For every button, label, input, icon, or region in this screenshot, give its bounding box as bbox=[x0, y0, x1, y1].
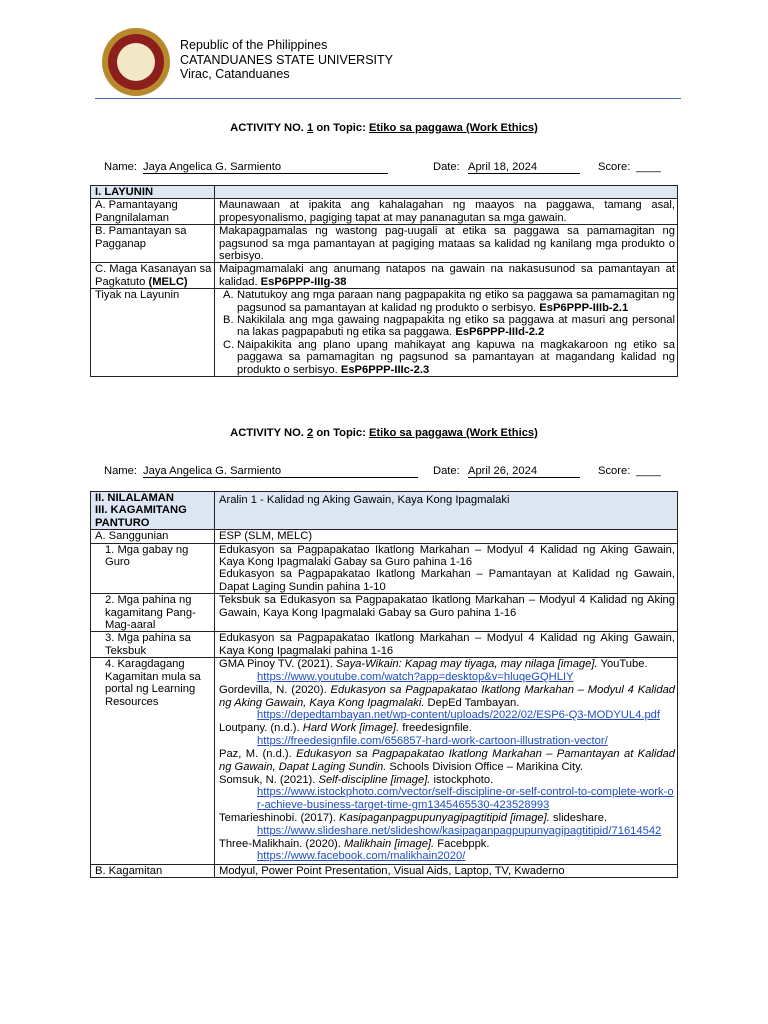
ref-title: Saya-Wikain: Kapag may tiyaga, may nilaga [image]. bbox=[335, 658, 598, 671]
score-label: Score: bbox=[598, 465, 631, 477]
activity-topic: Etiko sa paggawa (Work Ethics) bbox=[368, 122, 538, 134]
header-nilalaman: II. NILALAMAN bbox=[95, 492, 174, 504]
header-divider bbox=[95, 98, 681, 99]
ref-author: Gordevilla, N. (2020). bbox=[219, 684, 327, 697]
ref-title: Edukasyon sa Pagpapakatao Ikatlong Markahan – Modyul 4 Kalidad ng Aking Gawain, Kaya Kong Ipagmalaki. bbox=[219, 684, 676, 709]
ref-author: Three-Malikhain. (2020). bbox=[219, 837, 341, 850]
date-label: Date: bbox=[433, 161, 460, 173]
activity-2-title bbox=[0, 427, 768, 439]
ref-author: Loutpany. (n.d.). bbox=[219, 722, 300, 735]
ref-title: Self-discipline [image]. bbox=[318, 773, 431, 786]
table-row bbox=[91, 543, 678, 594]
activity-prefix: ACTIVITY NO. bbox=[230, 122, 304, 134]
reference-entry bbox=[219, 684, 675, 721]
ref-source: DepEd Tambayan. bbox=[427, 696, 520, 709]
list-item bbox=[219, 289, 675, 314]
university-seal-logo bbox=[102, 28, 170, 96]
table-row bbox=[91, 530, 678, 543]
activity-number: 2 bbox=[307, 427, 314, 439]
item-letter: B. bbox=[223, 314, 234, 327]
name-value: Jaya Angelica G. Sarmiento bbox=[143, 161, 388, 174]
table-row bbox=[91, 864, 678, 877]
row-label: 3. Mga pahina sa Teksbuk bbox=[91, 632, 215, 658]
row-label: Tiyak na Layunin bbox=[91, 289, 215, 377]
table-row bbox=[91, 199, 678, 225]
activity-topic: Etiko sa paggawa (Work Ethics) bbox=[368, 427, 538, 439]
row-label-text: C. Maga Kasanayan sa Pagkatuto bbox=[95, 263, 212, 288]
table-row bbox=[91, 263, 678, 289]
ref-author: Somsuk, N. (2021). bbox=[219, 773, 316, 786]
score-label: Score: bbox=[598, 161, 631, 173]
date-label: Date: bbox=[433, 465, 460, 477]
date-value: April 18, 2024 bbox=[468, 161, 580, 174]
ref-source: YouTube. bbox=[600, 658, 648, 671]
item-code: EsP6PPP-IIIb-2.1 bbox=[539, 301, 629, 314]
table-row bbox=[91, 658, 678, 865]
reference-entry bbox=[219, 658, 675, 683]
reference-entry bbox=[219, 812, 675, 837]
ref-source: freedesignfile. bbox=[402, 722, 472, 735]
ref-source: slideshare. bbox=[552, 812, 608, 825]
row-text: Makapagpamalas ng wastong pag-uugali at etika sa paggawa sa pamamagitan ng pagsunod sa mga pamantayan at pagiging mataas sa kalidad ng kanilang mga produkto o serbisyo. bbox=[215, 225, 678, 263]
ref-title: Hard Work [image]. bbox=[302, 722, 400, 735]
name-label: Name: bbox=[104, 465, 137, 477]
item-letter: A. bbox=[223, 289, 234, 302]
row-label: B. Kagamitan bbox=[91, 864, 215, 877]
row-label: A. Sanggunian bbox=[91, 530, 215, 543]
table-header-row bbox=[91, 492, 678, 530]
table-row bbox=[91, 225, 678, 263]
ref-source: istockphoto. bbox=[433, 773, 494, 786]
nilalaman-table bbox=[90, 491, 678, 878]
row-text bbox=[215, 543, 678, 594]
reference-entry bbox=[219, 722, 675, 747]
aralin-title: Aralin 1 - Kalidad ng Aking Gawain, Kaya Kong Ipagmalaki bbox=[215, 492, 678, 530]
row-text: Teksbuk sa Edukasyon sa Pagpapakatao Ikatlong Markahan – Modyul 4 Kalidad ng Aking Gawain, Kaya Kong Ipagmalaki Gabay sa Guro pahina 1-16 bbox=[215, 594, 678, 632]
row-label: 1. Mga gabay ng Guro bbox=[91, 543, 215, 594]
ref-source: Facebppk. bbox=[437, 837, 490, 850]
item-code: EsP6PPP-IIIc-2.3 bbox=[340, 363, 430, 376]
name-value: Jaya Angelica G. Sarmiento bbox=[143, 465, 418, 478]
item-text: Nakikilala ang mga gawaing nagpapakita ng etiko sa paggawa at masuri ang personal na lakas pagpapabuti ng etika sa paggawa. bbox=[237, 314, 675, 339]
reference-entry bbox=[219, 838, 675, 863]
score-value: ____ bbox=[636, 465, 661, 477]
activity-prefix: ACTIVITY NO. bbox=[230, 427, 304, 439]
layunin-table bbox=[90, 185, 678, 377]
row-text-line: Edukasyon sa Pagpapakatao Ikatlong Markahan – Pamantayan at Kalidad ng Gawain, Dapat Laging Sundin pahina 1-10 bbox=[219, 568, 675, 593]
melc-code: EsP6PPP-IIIg-38 bbox=[260, 275, 347, 288]
ref-title: Kasipaganpagpupunyagipagtitipid [image]. bbox=[339, 812, 550, 825]
activity-number: 1 bbox=[307, 122, 314, 134]
ref-link[interactable]: https://www.youtube.com/watch?app=desktop&v=hluqeGQHLIY bbox=[257, 670, 574, 683]
row-text: Modyul, Power Point Presentation, Visual Aids, Laptop, TV, Kwaderno bbox=[215, 864, 678, 877]
ref-link[interactable]: https://www.istockphoto.com/vector/self-discipline-or-self-control-to-complete-work-or-achieve-business-target-time-gm1345465530-423528993 bbox=[257, 786, 674, 811]
table-row bbox=[91, 632, 678, 658]
row-label-bold: (MELC) bbox=[148, 275, 188, 288]
references-cell bbox=[215, 658, 678, 865]
row-text-line: Edukasyon sa Pagpapakatao Ikatlong Markahan – Modyul 4 Kalidad ng Aking Gawain, Kaya Kong Ipagmalaki Gabay sa Guro pahina 1-16 bbox=[219, 543, 675, 569]
ref-title: Malikhain [image]. bbox=[343, 837, 435, 850]
activity-mid: on Topic: bbox=[316, 122, 366, 134]
name-label: Name: bbox=[104, 161, 137, 173]
score-value: ____ bbox=[636, 161, 661, 173]
nilalaman-header bbox=[91, 492, 215, 530]
ref-link[interactable]: https://freedesignfile.com/656857-hard-work-cartoon-illustration-vector/ bbox=[257, 734, 608, 747]
row-label: A. Pamantayang Pangnilalaman bbox=[91, 199, 215, 225]
header-kagamitan: III. KAGAMITANG PANTURO bbox=[95, 504, 187, 529]
reference-entry bbox=[219, 748, 675, 773]
table-row bbox=[91, 594, 678, 632]
row-text bbox=[215, 263, 678, 289]
letterhead-location: Virac, Catanduanes bbox=[180, 67, 290, 81]
row-label: 2. Mga pahina ng kagamitang Pang-Mag-aaral bbox=[91, 594, 215, 632]
layunin-header: I. LAYUNIN bbox=[91, 186, 215, 199]
table-row bbox=[91, 289, 678, 377]
ref-link[interactable]: https://depedtambayan.net/wp-content/uploads/2022/02/ESP6-Q3-MODYUL4.pdf bbox=[257, 708, 660, 721]
row-label: B. Pamantayan sa Pagganap bbox=[91, 225, 215, 263]
row-text: Edukasyon sa Pagpapakatao Ikatlong Markahan – Modyul 4 Kalidad ng Aking Gawain, Kaya Kong Ipagmalaki pahina 1-16 bbox=[215, 632, 678, 658]
letterhead bbox=[180, 38, 393, 82]
activity-1-title bbox=[0, 122, 768, 134]
list-item bbox=[219, 314, 675, 339]
ref-author: GMA Pinoy TV. (2021). bbox=[219, 658, 333, 671]
ref-link[interactable]: https://www.slideshare.net/slideshow/kasipaganpagpupunyagipagtitipid/71614542 bbox=[257, 824, 662, 837]
reference-entry bbox=[219, 774, 675, 811]
row-label bbox=[91, 263, 215, 289]
row-text-body: Maipagmamalaki ang anumang natapos na gawain na nakasusunod sa pamantayan at kalidad. bbox=[219, 263, 675, 288]
letterhead-university: CATANDUANES STATE UNIVERSITY bbox=[180, 52, 393, 67]
ref-link[interactable]: https://www.facebook.com/malikhain2020/ bbox=[257, 850, 466, 863]
list-item bbox=[219, 339, 675, 376]
item-text: Naipakikita ang plano upang mahikayat ang kapuwa na magkakaroon ng etiko sa paggawa sa pamamagitan ng pagsunod sa pamantayan at magandang kalidad ng produkto o serbisyo. bbox=[237, 338, 675, 376]
row-text: Maunawaan at ipakita ang kahalagahan ng maayos na paggawa, tamang asal, propesyonalismo, pagiging tapat at may pananagutan sa mga gawain. bbox=[215, 199, 678, 225]
ref-author: Temarieshinobi. (2017). bbox=[219, 812, 336, 825]
activity-mid: on Topic: bbox=[316, 427, 366, 439]
ref-title: Edukasyon sa Pagpapakatao Ikatlong Markahan – Pamantayan at Kalidad ng Gawain, Dapat Laging Sundin. bbox=[219, 748, 676, 773]
date-value: April 26, 2024 bbox=[468, 465, 580, 478]
item-letter: C. bbox=[223, 338, 235, 351]
ref-source: Schools Division Office – Marikina City. bbox=[389, 760, 583, 773]
seal-core bbox=[117, 43, 155, 81]
row-text: ESP (SLM, MELC) bbox=[215, 530, 678, 543]
row-label: 4. Karagdagang Kagamitan mula sa portal ng Learning Resources bbox=[91, 658, 215, 865]
ref-author: Paz, M. (n.d.). bbox=[219, 748, 292, 761]
objectives-cell bbox=[215, 289, 678, 377]
table-header-row bbox=[91, 186, 678, 199]
layunin-header-blank bbox=[215, 186, 678, 199]
item-code: EsP6PPP-IIId-2.2 bbox=[455, 326, 545, 339]
letterhead-republic: Republic of the Philippines bbox=[180, 38, 328, 52]
item-text: Natutukoy ang mga paraan nang pagpapakita ng etiko sa paggawa sa pamamagitan ng pagsunod sa pamantayan at kalidad ng produkto o serbisyo. bbox=[237, 289, 675, 314]
objectives-list bbox=[219, 289, 675, 376]
